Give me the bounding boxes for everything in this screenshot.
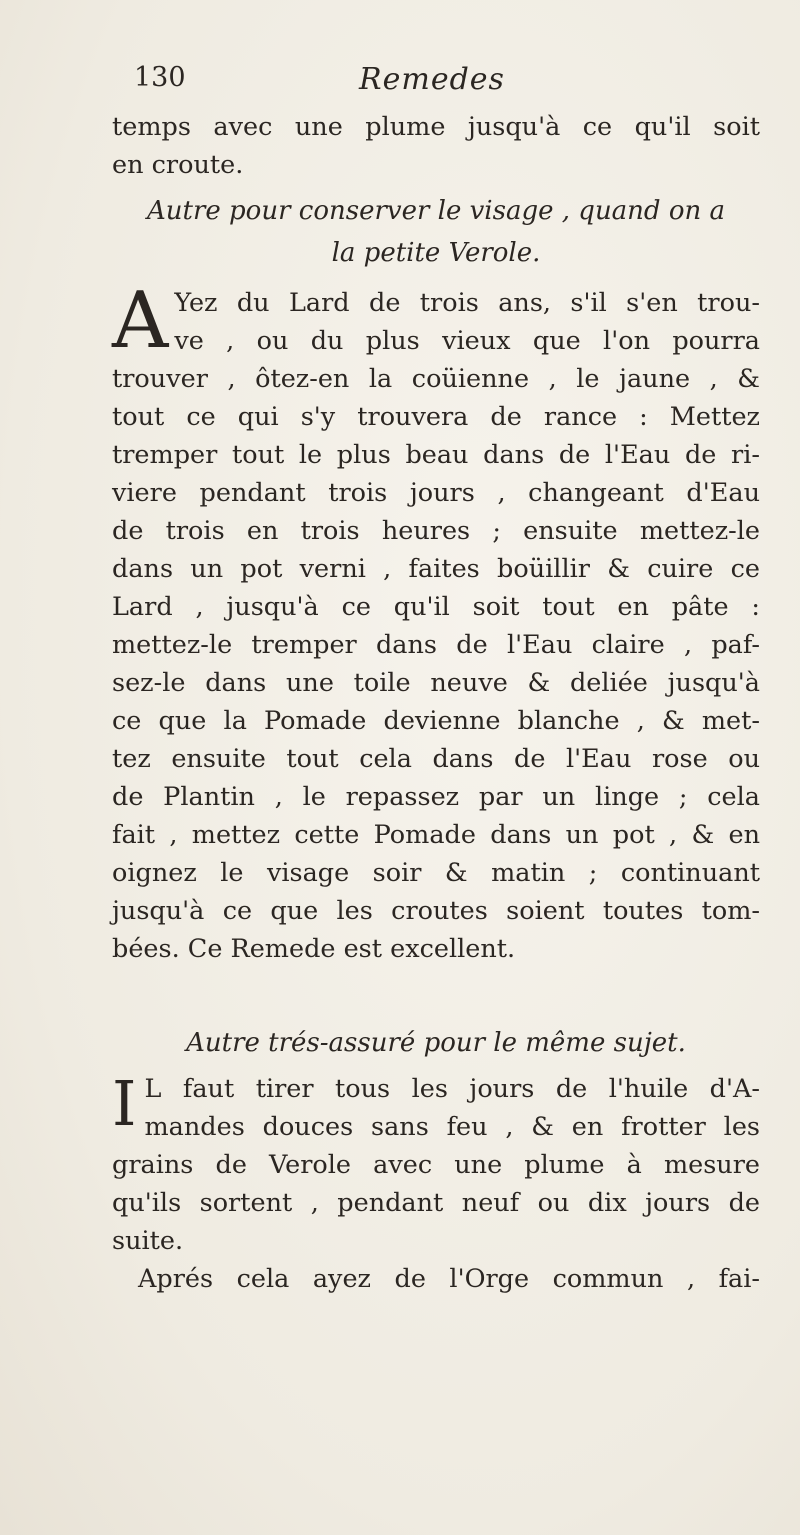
running-title: Remedes <box>359 62 505 97</box>
text-line: de Plantin , le repassez par un linge ; cela <box>112 782 760 812</box>
text-line: fait , mettez cette Pomade dans un pot , & en <box>112 820 760 850</box>
text-line: ce que la Pomade devienne blanche , & met- <box>112 706 760 736</box>
heading-line: Autre pour conserver le visage , quand on a <box>146 196 726 226</box>
text-line: qu'ils sortent , pendant neuf ou dix jours de <box>112 1188 760 1218</box>
text-line: trouver , ôtez-en la coüienne , le jaune , & <box>112 364 760 394</box>
text-line: tez ensuite tout cela dans de l'Eau rose ou <box>112 744 760 774</box>
text-line: sez-le dans une toile neuve & deliée jusqu'à <box>112 668 760 698</box>
drop-cap: I <box>112 1067 137 1140</box>
page-header <box>112 62 752 102</box>
text-line: viere pendant trois jours , changeant d'Eau <box>112 478 760 508</box>
section-1-paragraph <box>112 276 760 968</box>
page-number: 130 <box>134 62 186 93</box>
text-line: bées. Ce Remede est excellent. <box>112 934 516 964</box>
text-line: L faut tirer tous les jours de l'huile d'A- <box>144 1074 760 1104</box>
text-line: suite. <box>112 1226 184 1256</box>
text-line: Lard , jusqu'à ce qu'il soit tout en pâte : <box>112 592 760 622</box>
text-line: de trois en trois heures ; ensuite mettez-le <box>112 516 760 546</box>
section-heading-2 <box>112 1022 760 1064</box>
heading-line: Autre trés-assuré pour le même sujet. <box>186 1028 686 1058</box>
intro-paragraph <box>112 108 760 184</box>
text-line: oignez le visage soir & matin ; continuant <box>112 858 760 888</box>
text-line: ve , ou du plus vieux que l'on pourra <box>174 326 760 356</box>
heading-line: la petite Verole. <box>331 238 541 268</box>
text-line: temps avec une plume jusqu'à ce qu'il soit <box>112 112 760 142</box>
text-line: jusqu'à ce que les croutes soient toutes tom- <box>112 896 760 926</box>
text-line: en croute. <box>112 150 244 180</box>
text-line: dans un pot verni , faites boüillir & cuire ce <box>112 554 760 584</box>
text-line: Aprés cela ayez de l'Orge commun , fai- <box>138 1264 760 1294</box>
text-line: mettez-le tremper dans de l'Eau claire , paf- <box>112 630 760 660</box>
section-heading-1 <box>112 190 760 274</box>
text-line: Yez du Lard de trois ans, s'il s'en trou- <box>174 288 760 318</box>
drop-cap: A <box>112 276 169 366</box>
section-2-paragraph <box>112 1067 760 1298</box>
text-line: tout ce qui s'y trouvera de rance : Mettez <box>112 402 760 432</box>
text-line: grains de Verole avec une plume à mesure <box>112 1150 760 1180</box>
text-line: tremper tout le plus beau dans de l'Eau de ri- <box>112 440 760 470</box>
text-line: mandes douces sans feu , & en frotter les <box>144 1112 760 1142</box>
